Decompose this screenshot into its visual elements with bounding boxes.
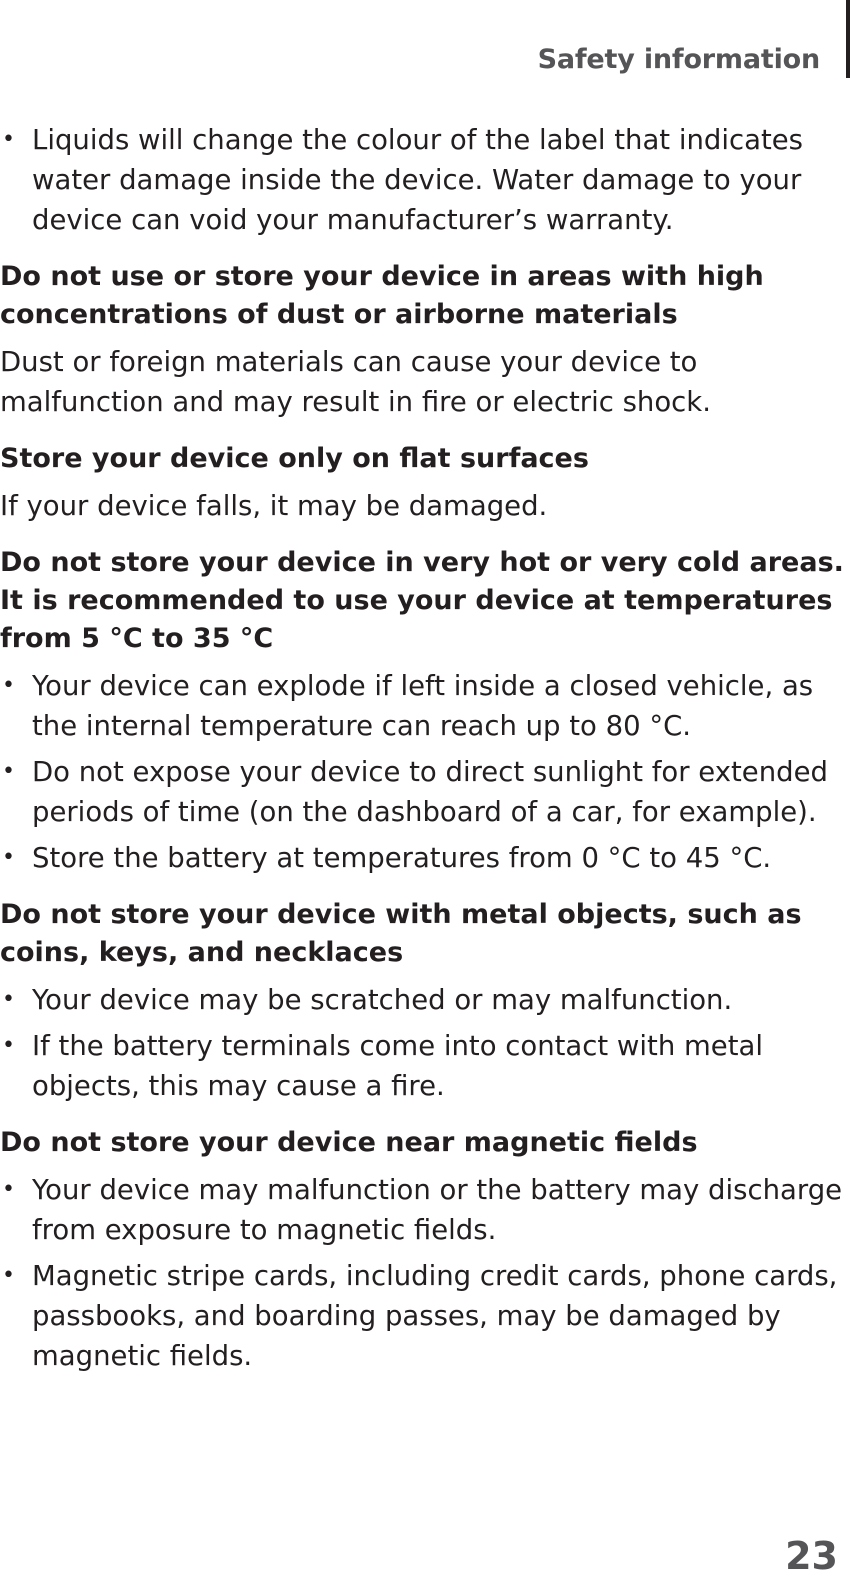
bullet-text: Your device may malfunction or the battery may discharge from exposure to magnetic fields. <box>32 1174 843 1246</box>
section-text-flat-surfaces: If your device falls, it may be damaged. <box>0 490 548 522</box>
list-item <box>0 1026 848 1106</box>
bullet-icon: • <box>2 1263 15 1288</box>
magnetic-bullet-list <box>0 1170 848 1376</box>
section-heading-flat-surfaces: Store your device only on flat surfaces <box>0 443 589 474</box>
section-text-dust: Dust or foreign materials can cause your device to malfunction and may result in fire or electric shock. <box>0 346 711 418</box>
header-edge-bar <box>846 0 850 78</box>
bullet-icon: • <box>2 845 15 870</box>
bullet-text: Liquids will change the colour of the label that indicates water damage inside the device. Water damage to your device can void your manufacturer’s warranty. <box>32 124 803 236</box>
list-item <box>0 980 848 1020</box>
section-heading-temperature: Do not store your device in very hot or very cold areas. It is recommended to use your device at temperatures from 5 °C to 35 °C <box>0 547 844 654</box>
intro-bullet-list <box>0 120 848 240</box>
page-content <box>0 120 848 1382</box>
bullet-text: Store the battery at temperatures from 0 °C to 45 °C. <box>32 842 772 874</box>
page-header-title: Safety information <box>537 44 820 75</box>
bullet-icon: • <box>2 1033 15 1058</box>
list-item <box>0 752 848 832</box>
bullet-icon: • <box>2 127 15 152</box>
bullet-text: If the battery terminals come into contact with metal objects, this may cause a fire. <box>32 1030 763 1102</box>
list-item <box>0 1256 848 1376</box>
bullet-icon: • <box>2 759 15 784</box>
section-heading-magnetic-fields: Do not store your device near magnetic fields <box>0 1127 698 1158</box>
list-item <box>0 120 848 240</box>
bullet-text: Your device can explode if left inside a closed vehicle, as the internal temperature can reach up to 80 °C. <box>32 670 814 742</box>
bullet-text: Do not expose your device to direct sunlight for extended periods of time (on the dashboard of a car, for example). <box>32 756 828 828</box>
list-item <box>0 838 848 878</box>
bullet-icon: • <box>2 987 15 1012</box>
bullet-text: Your device may be scratched or may malfunction. <box>32 984 733 1016</box>
section-heading-dust: Do not use or store your device in areas with high concentrations of dust or airborne materials <box>0 261 764 330</box>
bullet-icon: • <box>2 673 15 698</box>
list-item <box>0 1170 848 1250</box>
bullet-text: Magnetic stripe cards, including credit cards, phone cards, passbooks, and boarding passes, may be damaged by magnetic fields. <box>32 1260 838 1372</box>
page-number: 23 <box>785 1534 838 1578</box>
temperature-bullet-list <box>0 666 848 878</box>
section-heading-metal-objects: Do not store your device with metal objects, such as coins, keys, and necklaces <box>0 899 802 968</box>
bullet-icon: • <box>2 1177 15 1202</box>
metal-bullet-list <box>0 980 848 1106</box>
list-item <box>0 666 848 746</box>
